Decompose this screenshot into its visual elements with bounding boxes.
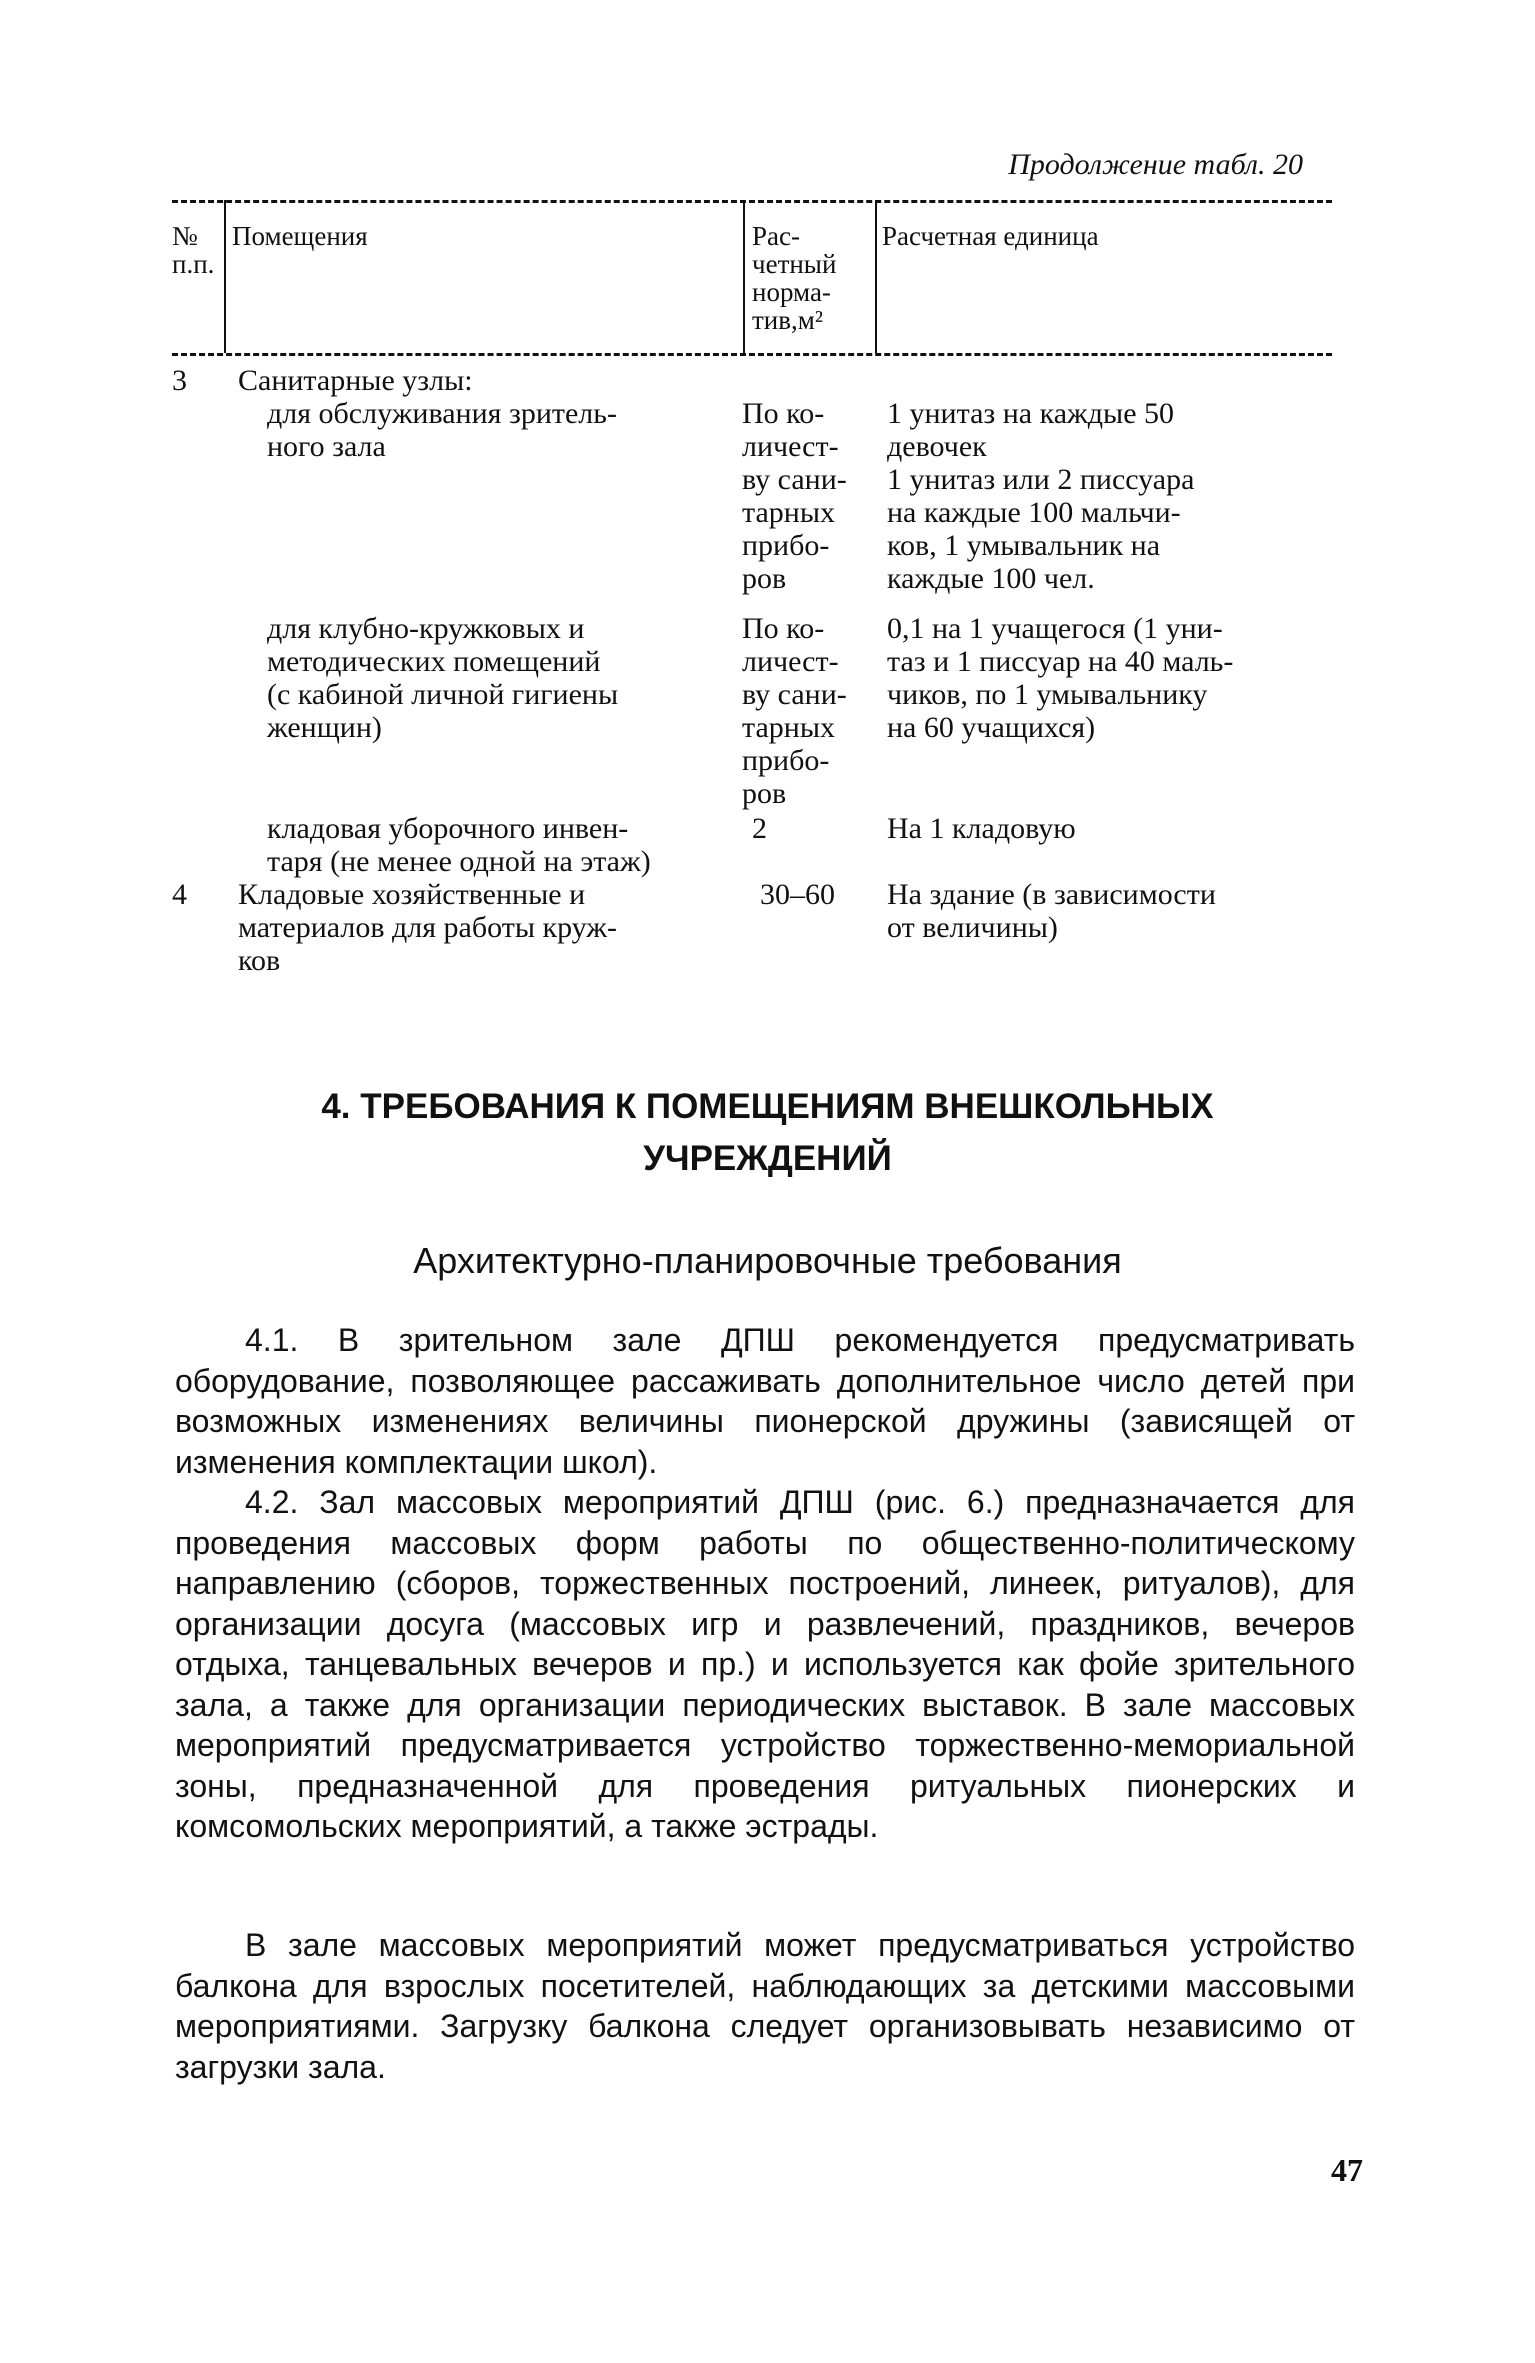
section-title-continued: УЧРЕЖДЕНИЙ <box>643 1139 892 1178</box>
header-number: № п.п. <box>172 221 215 279</box>
row-room: Кладовые хозяйственные и материалов для работы круж- ков <box>238 878 617 977</box>
row-unit: На здание (в зависимости от величины) <box>887 878 1216 944</box>
row-unit: 1 унитаз на каждые 50 девочек 1 унитаз или 2 писсуара на каждые 100 мальчи- ков, 1 умывальник на каждые 100 чел. <box>887 397 1195 595</box>
page-number: 47 <box>1331 2152 1363 2188</box>
column-divider <box>743 200 745 353</box>
row-room: кладовая уборочного инвен- таря (не менее одной на этаж) <box>267 812 651 878</box>
row-norm: По ко- личест- ву сани- тарных прибо- ров <box>742 612 847 810</box>
column-divider <box>875 200 877 353</box>
row-number: 3 <box>172 364 187 397</box>
row-norm: 30–60 <box>760 878 835 911</box>
row-unit: 0,1 на 1 учащегося (1 уни- таз и 1 писсуар на 40 маль- чиков, по 1 умывальнику на 60 учащихся) <box>887 612 1234 744</box>
row-unit: На 1 кладовую <box>887 812 1076 845</box>
table-top-rule <box>172 200 1332 203</box>
row-norm: 2 <box>752 812 767 845</box>
paragraph-balcony: В зале массовых мероприятий может предусматриваться устройство балкона для взрослых посетителей, наблюдающих за детскими массовыми мероприятиями. Загрузку балкона следует организовывать независимо от загрузки зала. <box>175 1927 1355 2085</box>
row-room: Санитарные узлы: <box>238 364 473 397</box>
table-header-rule <box>172 353 1332 356</box>
section-title: 4. ТРЕБОВАНИЯ К ПОМЕЩЕНИЯМ ВНЕШКОЛЬНЫХ <box>321 1087 1214 1126</box>
header-unit: Расчетная единица <box>882 221 1099 251</box>
row-norm: По ко- личест- ву сани- тарных прибо- ров <box>742 397 847 595</box>
row-room: для обслуживания зритель- ного зала <box>267 397 617 463</box>
row-number: 4 <box>172 878 187 911</box>
header-norm: Рас- четный норма- тив,м² <box>752 221 837 335</box>
column-divider <box>224 200 226 353</box>
subsection-title: Архитектурно-планировочные требования <box>413 1240 1122 1281</box>
header-rooms: Помещения <box>232 221 368 251</box>
row-room: для клубно-кружковых и методических помещений (с кабиной личной гигиены женщин) <box>267 612 619 744</box>
paragraph-4-2: 4.2. Зал массовых мероприятий ДПШ (рис. 6.) предназначается для проведения массовых форм работы по общественно-политическому направлению (сборов, торжественных построений, линеек, ритуалов), для организации досуга (массовых игр и развлечений, праздников, вечеров отдыха, танцевальных вечеров и пр.) и используется как фойе зрительного зала, а также для организации периодических выставок. В зале массовых мероприятий предусматривается устройство торжественно-мемориальной зоны, предназначенной для проведения ритуальных пионерских и комсомольских мероприятий, а также эстрады. <box>175 1484 1355 1844</box>
paragraph-4-1: 4.1. В зрительном зале ДПШ рекомендуется предусматривать оборудование, позволяющее рассаживать дополнительное число детей при возможных изменениях величины пионерской дружины (зависящей от изменения комплектации школ). <box>175 1322 1355 1480</box>
table-continuation-caption: Продолжение табл. 20 <box>1008 148 1303 181</box>
